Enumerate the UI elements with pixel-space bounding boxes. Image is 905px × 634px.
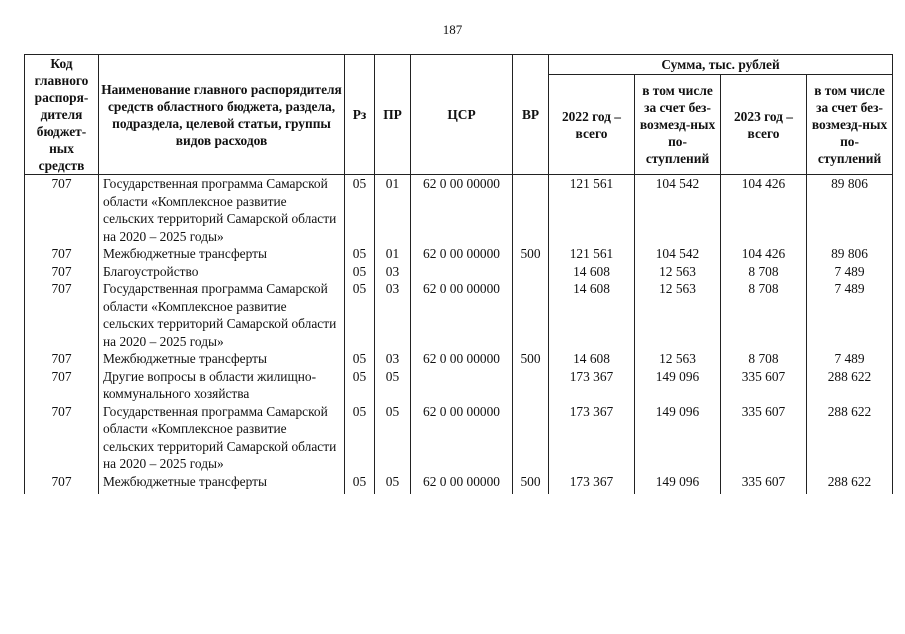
cell-csr <box>411 368 513 403</box>
cell-rz: 05 <box>345 280 375 350</box>
header-2022-grants: в том числе за счет без-возмезд-ных по-ступлений <box>635 75 721 175</box>
header-2022-total: 2022 год – всего <box>549 75 635 175</box>
cell-pr: 05 <box>375 473 411 495</box>
table-row <box>25 245 893 263</box>
cell-code: 707 <box>25 175 99 246</box>
header-rz: Рз <box>345 55 375 175</box>
table-row <box>25 368 893 403</box>
cell-pr: 01 <box>375 245 411 263</box>
cell-rz: 05 <box>345 473 375 495</box>
cell-name: Государственная программа Самарской области «Комплексное развитие сельских территорий Самарской области на 2020 – 2025 годы» <box>99 403 345 473</box>
table-row <box>25 473 893 495</box>
cell-name: Благоустройство <box>99 263 345 281</box>
cell-2022-total: 14 608 <box>549 263 635 281</box>
cell-2023-grants: 89 806 <box>807 245 893 263</box>
cell-2022-grants: 149 096 <box>635 403 721 473</box>
cell-name: Межбюджетные трансферты <box>99 473 345 495</box>
cell-2023-grants: 7 489 <box>807 263 893 281</box>
cell-csr <box>411 263 513 281</box>
cell-2022-total: 14 608 <box>549 280 635 350</box>
cell-2022-total: 173 367 <box>549 473 635 495</box>
cell-csr: 62 0 00 00000 <box>411 473 513 495</box>
cell-2023-total: 335 607 <box>721 368 807 403</box>
header-vr: ВР <box>513 55 549 175</box>
page-number: 187 <box>442 22 463 37</box>
cell-code: 707 <box>25 403 99 473</box>
cell-2022-total: 173 367 <box>549 368 635 403</box>
cell-2023-grants: 7 489 <box>807 350 893 368</box>
cell-rz: 05 <box>345 403 375 473</box>
cell-2022-grants: 149 096 <box>635 368 721 403</box>
header-name: Наименование главного распорядителя средств областного бюджета, раздела, подраздела, целевой статьи, группы видов расходов <box>99 55 345 175</box>
cell-name: Межбюджетные трансферты <box>99 350 345 368</box>
cell-2023-total: 335 607 <box>721 473 807 495</box>
cell-2022-total: 121 561 <box>549 245 635 263</box>
table-row <box>25 263 893 281</box>
cell-name: Государственная программа Самарской области «Комплексное развитие сельских территорий Самарской области на 2020 – 2025 годы» <box>99 175 345 246</box>
cell-vr <box>513 263 549 281</box>
cell-vr <box>513 368 549 403</box>
table-row <box>25 175 893 246</box>
cell-code: 707 <box>25 473 99 495</box>
header-code: Код главного распоря-дителя бюджет-ных средств <box>25 55 99 175</box>
cell-vr: 500 <box>513 473 549 495</box>
cell-vr <box>513 280 549 350</box>
cell-2022-total: 14 608 <box>549 350 635 368</box>
cell-2023-grants: 288 622 <box>807 368 893 403</box>
cell-vr <box>513 175 549 246</box>
cell-2023-total: 8 708 <box>721 350 807 368</box>
cell-2023-total: 8 708 <box>721 263 807 281</box>
cell-2023-total: 8 708 <box>721 280 807 350</box>
cell-rz: 05 <box>345 245 375 263</box>
cell-2023-total: 335 607 <box>721 403 807 473</box>
table-row <box>25 403 893 473</box>
cell-csr: 62 0 00 00000 <box>411 175 513 246</box>
cell-2022-grants: 104 542 <box>635 245 721 263</box>
cell-2022-grants: 149 096 <box>635 473 721 495</box>
header-2023-grants: в том числе за счет без-возмезд-ных по-ступлений <box>807 75 893 175</box>
header-pr: ПР <box>375 55 411 175</box>
cell-rz: 05 <box>345 368 375 403</box>
table-body <box>25 175 893 495</box>
cell-2023-grants: 7 489 <box>807 280 893 350</box>
cell-vr: 500 <box>513 350 549 368</box>
cell-vr <box>513 403 549 473</box>
cell-pr: 05 <box>375 403 411 473</box>
cell-rz: 05 <box>345 350 375 368</box>
cell-2022-total: 173 367 <box>549 403 635 473</box>
cell-2023-grants: 89 806 <box>807 175 893 246</box>
cell-csr: 62 0 00 00000 <box>411 245 513 263</box>
cell-pr: 03 <box>375 280 411 350</box>
cell-name: Другие вопросы в области жилищно-коммунального хозяйства <box>99 368 345 403</box>
cell-2022-grants: 12 563 <box>635 263 721 281</box>
table-row <box>25 280 893 350</box>
cell-csr: 62 0 00 00000 <box>411 403 513 473</box>
table-header <box>25 55 893 175</box>
cell-2023-grants: 288 622 <box>807 403 893 473</box>
header-2023-total: 2023 год – всего <box>721 75 807 175</box>
cell-name: Межбюджетные трансферты <box>99 245 345 263</box>
cell-code: 707 <box>25 368 99 403</box>
cell-csr: 62 0 00 00000 <box>411 350 513 368</box>
cell-rz: 05 <box>345 175 375 246</box>
cell-name: Государственная программа Самарской области «Комплексное развитие сельских территорий Самарской области на 2020 – 2025 годы» <box>99 280 345 350</box>
table-row <box>25 350 893 368</box>
cell-2022-grants: 12 563 <box>635 350 721 368</box>
cell-vr: 500 <box>513 245 549 263</box>
cell-code: 707 <box>25 245 99 263</box>
cell-2023-total: 104 426 <box>721 245 807 263</box>
cell-pr: 03 <box>375 263 411 281</box>
cell-code: 707 <box>25 280 99 350</box>
cell-2022-total: 121 561 <box>549 175 635 246</box>
cell-pr: 03 <box>375 350 411 368</box>
cell-code: 707 <box>25 263 99 281</box>
header-csr: ЦСР <box>411 55 513 175</box>
budget-table <box>24 54 893 494</box>
cell-code: 707 <box>25 350 99 368</box>
cell-pr: 01 <box>375 175 411 246</box>
header-sum: Сумма, тыс. рублей <box>549 55 893 75</box>
cell-csr: 62 0 00 00000 <box>411 280 513 350</box>
cell-2022-grants: 12 563 <box>635 280 721 350</box>
cell-2023-total: 104 426 <box>721 175 807 246</box>
cell-pr: 05 <box>375 368 411 403</box>
cell-2022-grants: 104 542 <box>635 175 721 246</box>
cell-2023-grants: 288 622 <box>807 473 893 495</box>
cell-rz: 05 <box>345 263 375 281</box>
